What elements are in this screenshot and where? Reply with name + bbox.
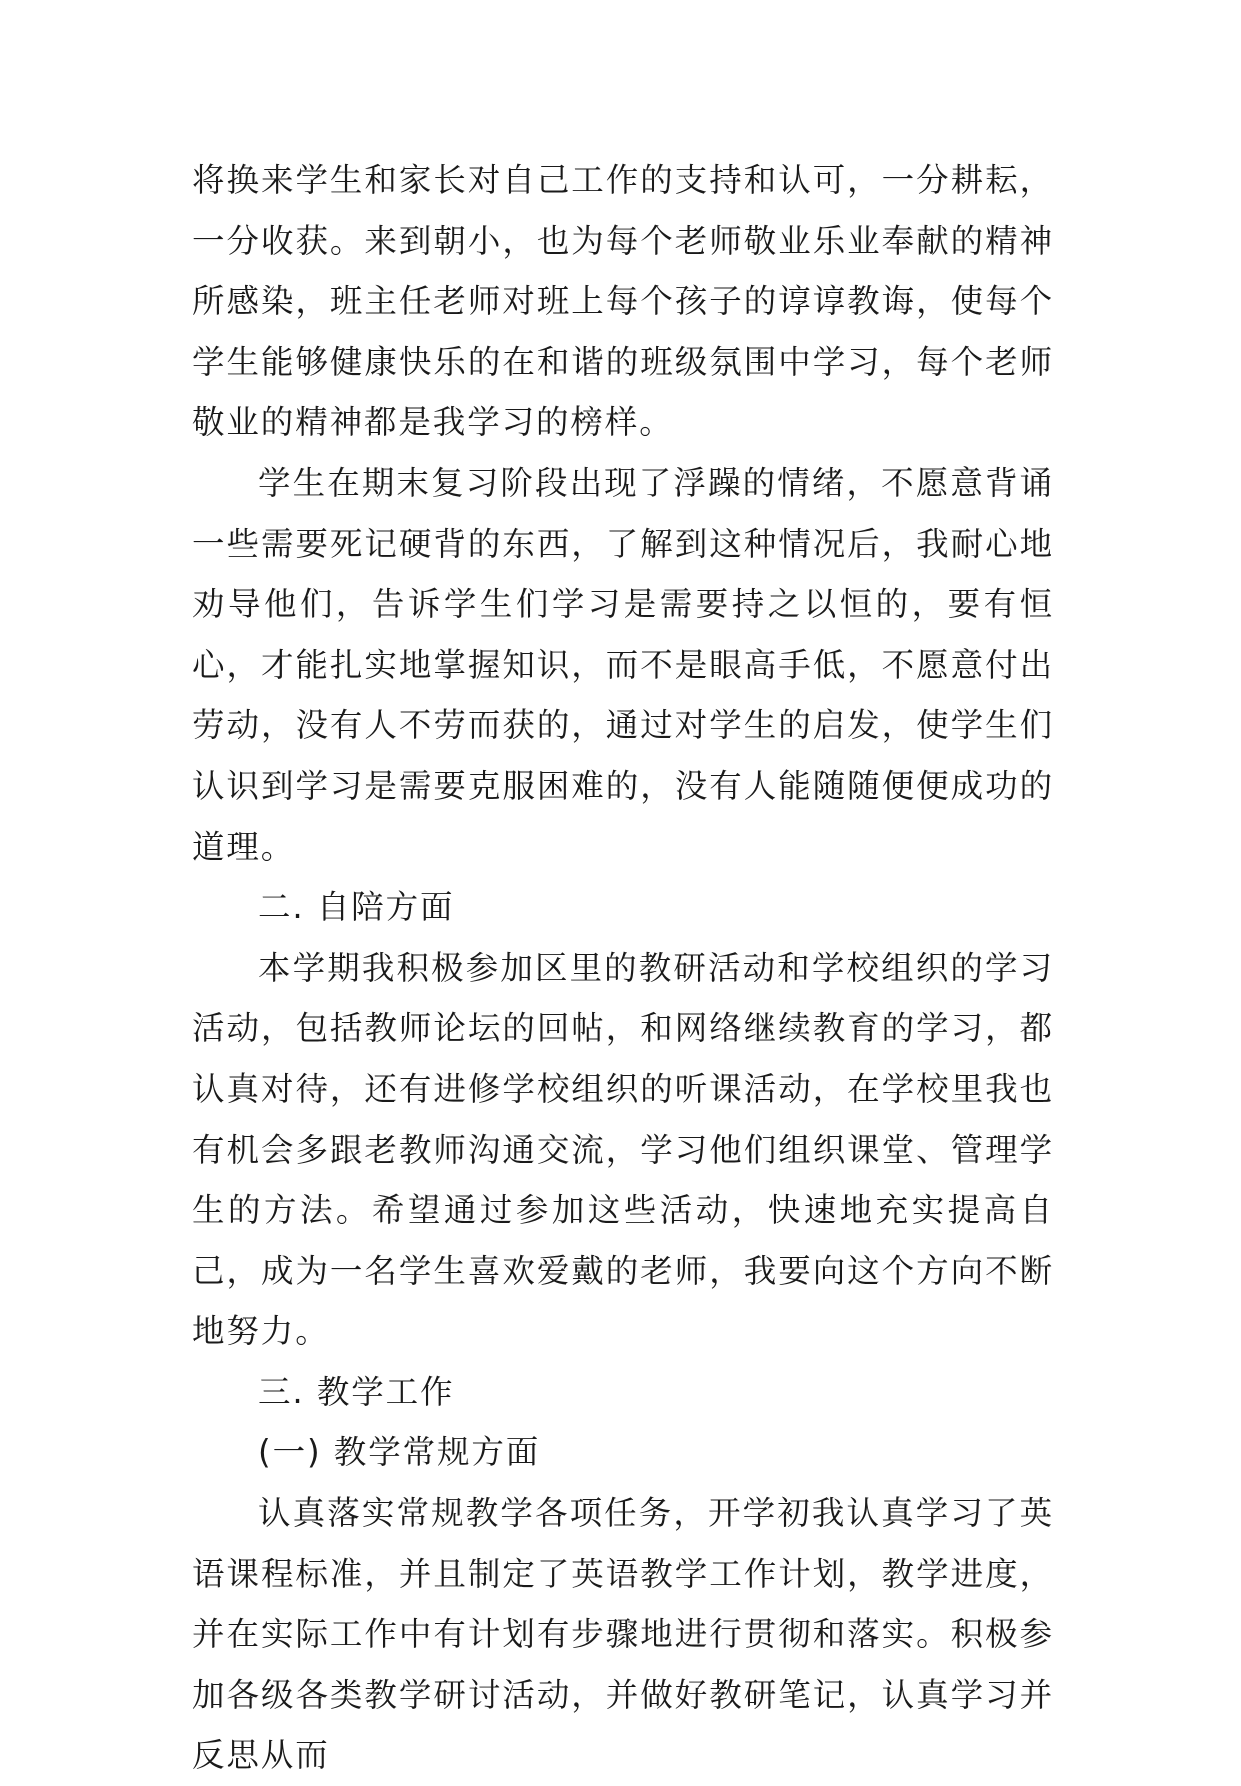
section-heading-self-study: 二. 自陪方面 <box>258 888 455 927</box>
document-body <box>192 150 1054 1786</box>
subsection-heading-teaching-routine: (一) 教学常规方面 <box>258 1433 541 1472</box>
paragraph-student-review: 学生在期末复习阶段出现了浮躁的情绪，不愿意背诵一些需要死记硬背的东西，了解到这种情况后，我耐心地劝导他们，告诉学生们学习是需要持之以恒的，要有恒心，才能扎实地掌握知识，而不是眼高手低，不愿意付出劳动，没有人不劳而获的，通过对学生的启发，使学生们认识到学习是需要克服困难的，没有人能随随便便成功的道理。 <box>192 463 1054 866</box>
paragraph-self-study: 本学期我积极参加区里的教研活动和学校组织的学习活动，包括教师论坛的回帖，和网络继续教育的学习，都认真对待，还有进修学校组织的听课活动，在学校里我也有机会多跟老教师沟通交流，学习他们组织课堂、管理学生的方法。希望通过参加这些活动，快速地充实提高自己，成为一名学生喜欢爱戴的老师，我要向这个方向不断地努力。 <box>192 948 1054 1351</box>
paragraph-teaching-routine: 认真落实常规教学各项任务，开学初我认真学习了英语课程标准，并且制定了英语教学工作计划，教学进度，并在实际工作中有计划有步骤地进行贯彻和落实。积极参加各级各类教学研讨活动，并做好教研笔记，认真学习并反思从而 <box>192 1494 1054 1775</box>
section-heading-teaching-work: 三. 教学工作 <box>258 1372 455 1411</box>
paragraph-continuation: 将换来学生和家长对自己工作的支持和认可，一分耕耘，一分收获。来到朝小，也为每个老师敬业乐业奉献的精神所感染，班主任老师对班上每个孩子的谆谆教诲，使每个学生能够健康快乐的在和谐的班级氛围中学习，每个老师敬业的精神都是我学习的榜样。 <box>192 161 1054 442</box>
